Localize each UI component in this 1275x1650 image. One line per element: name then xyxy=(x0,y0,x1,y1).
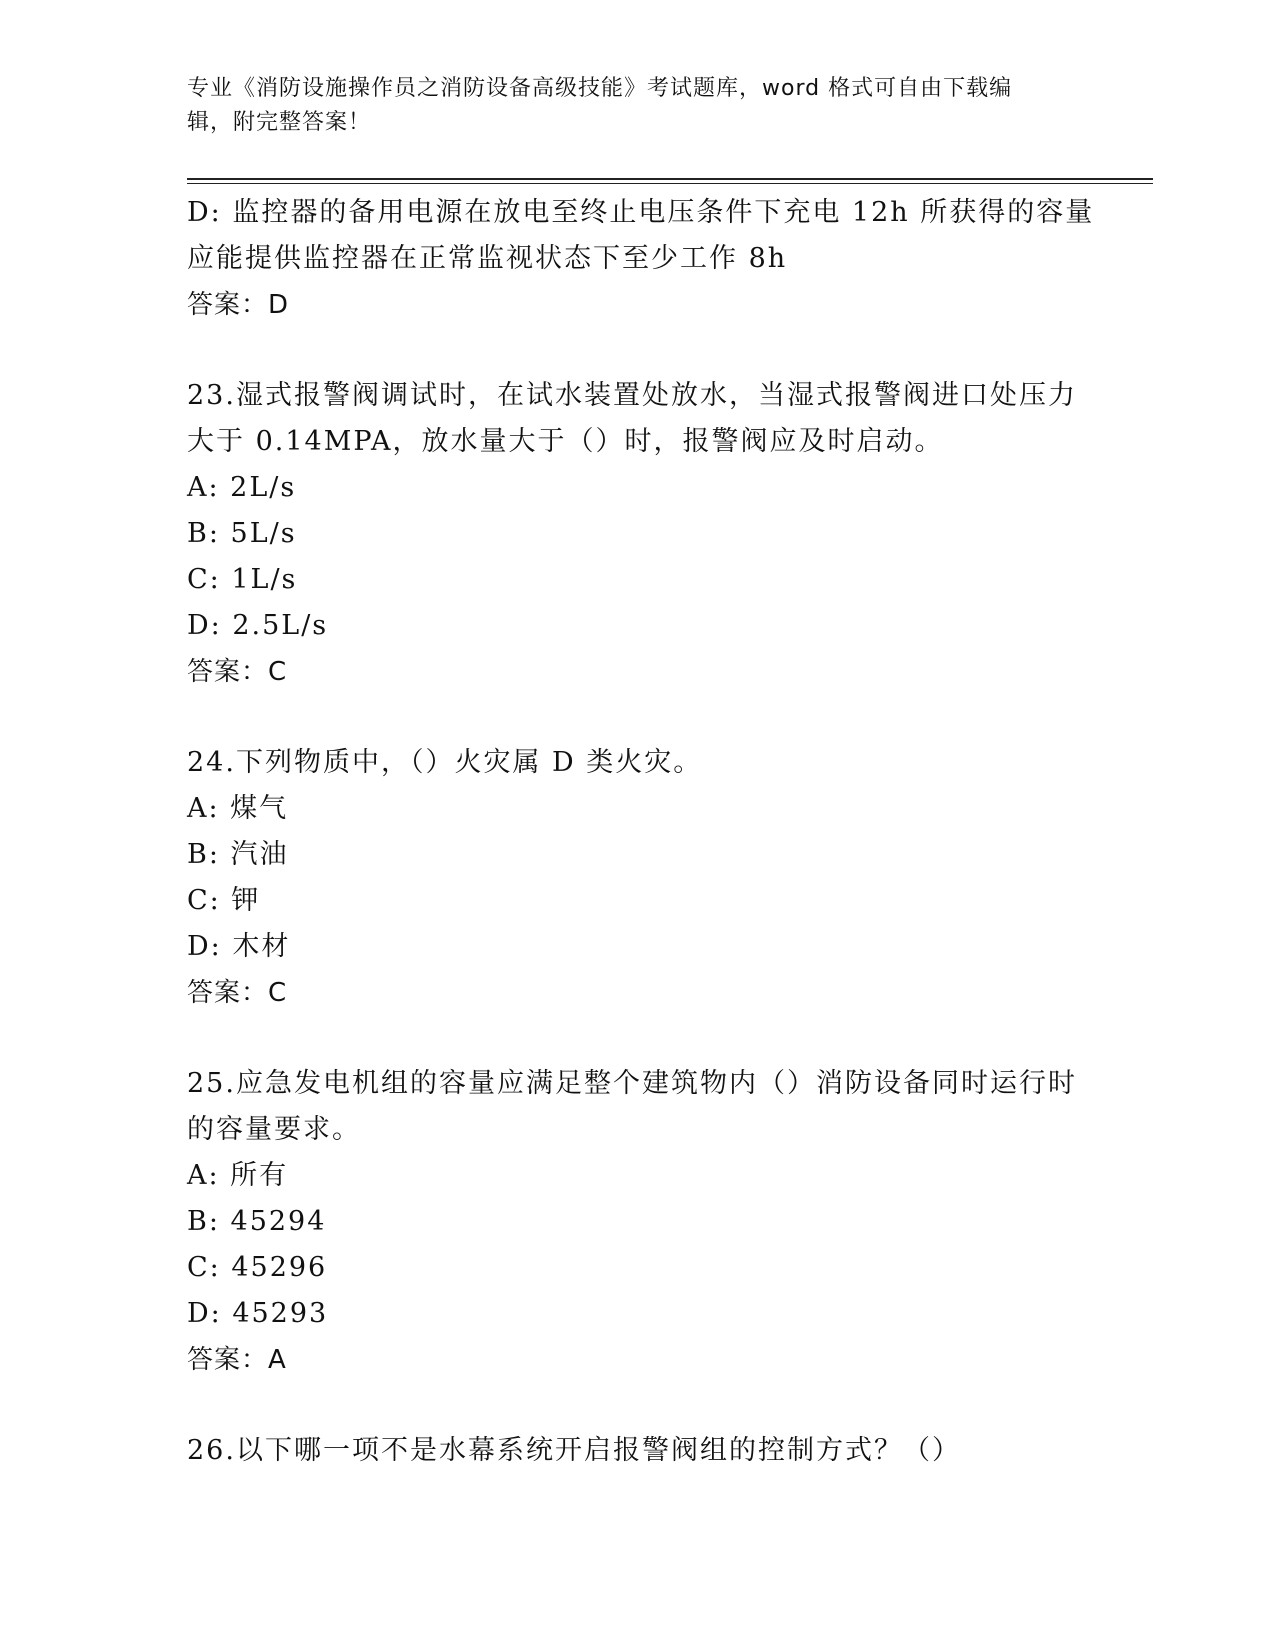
header-rule xyxy=(187,178,1153,180)
option-d: D: 45293 xyxy=(187,1298,329,1329)
page-header xyxy=(187,72,1067,140)
answer-label: 答案：D xyxy=(187,290,290,320)
question-23 xyxy=(187,373,1087,695)
option-c: C: 钾 xyxy=(187,885,261,916)
question-content xyxy=(187,190,1095,1474)
question-stem-continued: 大于 0.14MPA，放水量大于（）时，报警阀应及时启动。 xyxy=(187,426,944,457)
answer-label: 答案：A xyxy=(187,1345,287,1375)
option-d: D: 监控器的备用电源在放电至终止电压条件下充电 12h 所获得的容量 xyxy=(187,197,1095,228)
question-stem: 24.下列物质中，（）火灾属 D 类火灾。 xyxy=(187,747,703,778)
question-stem: 23.湿式报警阀调试时，在试水装置处放水，当湿式报警阀进口处压力 xyxy=(187,380,1077,411)
question-stem-continued: 的容量要求。 xyxy=(187,1114,361,1145)
question-stem: 26.以下哪一项不是水幕系统开启报警阀组的控制方式？（） xyxy=(187,1435,961,1466)
option-b: B: 5L/s xyxy=(187,518,297,549)
option-c: C: 1L/s xyxy=(187,564,298,595)
answer-label: 答案：C xyxy=(187,657,288,687)
header-rule-thin xyxy=(187,183,1153,184)
option-d: D: 木材 xyxy=(187,931,291,962)
option-d-continued: 应能提供监控器在正常监视状态下至少工作 8h xyxy=(187,243,788,274)
answer-label: 答案：C xyxy=(187,978,288,1008)
question-22-continuation xyxy=(187,190,1095,328)
option-a: A: 2L/s xyxy=(187,472,297,503)
option-a: A: 煤气 xyxy=(187,793,289,824)
question-24 xyxy=(187,740,1087,1016)
header-line: 专业《消防设施操作员之消防设备高级技能》考试题库，word 格式可自由下载编 xyxy=(187,76,1013,101)
question-25 xyxy=(187,1061,1087,1383)
header-line: 辑，附完整答案！ xyxy=(187,110,372,135)
option-d: D: 2.5L/s xyxy=(187,610,329,641)
option-c: C: 45296 xyxy=(187,1252,328,1283)
option-b: B: 汽油 xyxy=(187,839,289,870)
option-a: A: 所有 xyxy=(187,1160,289,1191)
option-b: B: 45294 xyxy=(187,1206,327,1237)
question-stem: 25.应急发电机组的容量应满足整个建筑物内（）消防设备同时运行时 xyxy=(187,1068,1077,1099)
question-26 xyxy=(187,1428,1087,1474)
